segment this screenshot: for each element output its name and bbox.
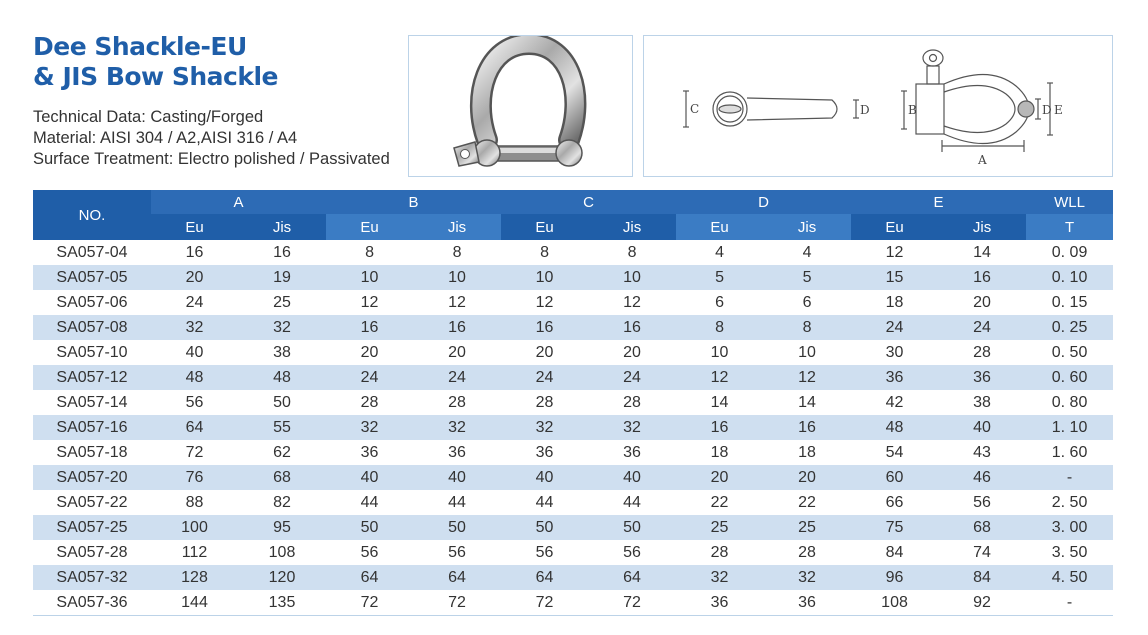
table-cell: 3. 50 (1026, 540, 1113, 565)
table-cell: 108 (238, 540, 326, 565)
table-cell: 36 (326, 440, 413, 465)
table-cell: 1. 60 (1026, 440, 1113, 465)
title-line-2: & JIS Bow Shackle (33, 62, 278, 91)
table-cell: 72 (588, 590, 676, 616)
table-cell: 56 (326, 540, 413, 565)
table-cell: 92 (938, 590, 1026, 616)
table-cell: 6 (763, 290, 851, 315)
table-cell: 40 (588, 465, 676, 490)
table-cell-part-number: SA057-06 (33, 290, 151, 315)
table-cell: 25 (763, 515, 851, 540)
table-cell: 4 (676, 240, 763, 265)
table-cell: 28 (588, 390, 676, 415)
table-cell: 16 (938, 265, 1026, 290)
table-cell: 32 (588, 415, 676, 440)
table-cell: 10 (501, 265, 588, 290)
table-cell: 82 (238, 490, 326, 515)
table-cell: 40 (326, 465, 413, 490)
table-cell: 24 (151, 290, 238, 315)
table-cell: 144 (151, 590, 238, 616)
table-cell: 20 (326, 340, 413, 365)
table-cell: 18 (851, 290, 938, 315)
technical-data-text: Technical Data: Casting/Forged (33, 108, 264, 126)
table-cell: 38 (938, 390, 1026, 415)
table-body (33, 240, 1113, 616)
shackle-dimension-drawing (644, 36, 1114, 178)
table-cell: 22 (676, 490, 763, 515)
table-cell: 84 (851, 540, 938, 565)
table-cell: 75 (851, 515, 938, 540)
table-cell: 40 (938, 415, 1026, 440)
table-cell: 36 (501, 440, 588, 465)
table-row (33, 515, 1113, 540)
table-cell: 50 (238, 390, 326, 415)
table-cell: 12 (676, 365, 763, 390)
table-cell: 16 (501, 315, 588, 340)
table-cell: 25 (676, 515, 763, 540)
material-text: Material: AISI 304 / A2,AISI 316 / A4 (33, 129, 298, 147)
table-cell: 6 (676, 290, 763, 315)
table-cell: 18 (676, 440, 763, 465)
table-cell-part-number: SA057-10 (33, 340, 151, 365)
table-cell: 72 (151, 440, 238, 465)
table-cell: 4 (763, 240, 851, 265)
spec-block (33, 107, 390, 170)
table-cell: 22 (763, 490, 851, 515)
table-cell: 36 (588, 440, 676, 465)
table-cell: 18 (763, 440, 851, 465)
table-cell: 12 (763, 365, 851, 390)
table-cell: - (1026, 465, 1113, 490)
table-cell: 32 (763, 565, 851, 590)
table-cell: 55 (238, 415, 326, 440)
table-cell: 32 (501, 415, 588, 440)
table-cell: 50 (326, 515, 413, 540)
table-row (33, 265, 1113, 290)
table-cell: 28 (938, 340, 1026, 365)
table-cell: 48 (151, 365, 238, 390)
table-cell: 20 (413, 340, 501, 365)
table-cell: 66 (851, 490, 938, 515)
page-title (33, 32, 278, 92)
table-cell-part-number: SA057-20 (33, 465, 151, 490)
table-cell: 0. 10 (1026, 265, 1113, 290)
table-row (33, 315, 1113, 340)
table-cell: 16 (588, 315, 676, 340)
table-cell: 10 (676, 340, 763, 365)
surface-treatment-text: Surface Treatment: Electro polished / Passivated (33, 150, 390, 168)
table-cell: 72 (326, 590, 413, 616)
table-cell: 128 (151, 565, 238, 590)
table-cell: 0. 15 (1026, 290, 1113, 315)
table-cell: 74 (938, 540, 1026, 565)
table-cell: 14 (938, 240, 1026, 265)
table-cell: 40 (501, 465, 588, 490)
header-wll: WLL (1026, 190, 1113, 214)
table-cell: 64 (501, 565, 588, 590)
table-cell: 44 (588, 490, 676, 515)
table-cell: 50 (413, 515, 501, 540)
table-cell: 120 (238, 565, 326, 590)
table-cell-part-number: SA057-16 (33, 415, 151, 440)
table-cell: 25 (238, 290, 326, 315)
table-cell: 32 (413, 415, 501, 440)
table-cell: 16 (763, 415, 851, 440)
table-cell: 24 (851, 315, 938, 340)
header-a-eu: Eu (151, 214, 238, 240)
table-row (33, 540, 1113, 565)
table-cell: 95 (238, 515, 326, 540)
technical-drawing (643, 35, 1113, 177)
table-cell: 64 (326, 565, 413, 590)
table-cell-part-number: SA057-12 (33, 365, 151, 390)
dim-label-b: B (908, 103, 917, 117)
dim-label-d-right: D (1042, 103, 1052, 117)
table-row (33, 465, 1113, 490)
table-cell: 30 (851, 340, 938, 365)
table-cell: 60 (851, 465, 938, 490)
table-cell: 48 (851, 415, 938, 440)
table-cell: 1. 10 (1026, 415, 1113, 440)
table-cell-part-number: SA057-08 (33, 315, 151, 340)
table-cell: 56 (588, 540, 676, 565)
header-d-eu: Eu (676, 214, 763, 240)
header-e-jis: Jis (938, 214, 1026, 240)
table-cell: 46 (938, 465, 1026, 490)
table-cell: 12 (588, 290, 676, 315)
table-cell: 8 (413, 240, 501, 265)
header-c-jis: Jis (588, 214, 676, 240)
table-cell: 14 (763, 390, 851, 415)
table-cell: 10 (413, 265, 501, 290)
table-cell: 44 (326, 490, 413, 515)
table-cell: 28 (326, 390, 413, 415)
table-cell: 16 (413, 315, 501, 340)
header-b-jis: Jis (413, 214, 501, 240)
table-cell: 56 (151, 390, 238, 415)
table-cell: 14 (676, 390, 763, 415)
title-line-1: Dee Shackle-EU (33, 32, 247, 61)
table-cell: 76 (151, 465, 238, 490)
table-cell-part-number: SA057-14 (33, 390, 151, 415)
table-cell: 72 (501, 590, 588, 616)
header-group-c: C (501, 190, 676, 214)
table-cell: 8 (588, 240, 676, 265)
table-cell: 54 (851, 440, 938, 465)
table-cell: 20 (676, 465, 763, 490)
table-cell: 50 (588, 515, 676, 540)
table-cell: 5 (676, 265, 763, 290)
table-cell: 40 (151, 340, 238, 365)
table-cell: 0. 60 (1026, 365, 1113, 390)
header-e-eu: Eu (851, 214, 938, 240)
table-row (33, 565, 1113, 590)
table-row (33, 490, 1113, 515)
header-row-groups (33, 190, 1113, 214)
table-cell: 96 (851, 565, 938, 590)
table-cell: 16 (326, 315, 413, 340)
table-row (33, 415, 1113, 440)
table-cell: 15 (851, 265, 938, 290)
table-cell: 68 (238, 465, 326, 490)
header-group-e: E (851, 190, 1026, 214)
table-cell: 16 (151, 240, 238, 265)
specification-table (33, 190, 1113, 616)
table-row (33, 290, 1113, 315)
table-cell-part-number: SA057-04 (33, 240, 151, 265)
dim-label-d-left: D (860, 103, 870, 117)
table-cell: 32 (151, 315, 238, 340)
header-no: NO. (33, 190, 151, 240)
header-a-jis: Jis (238, 214, 326, 240)
table-cell: 10 (763, 340, 851, 365)
header-group-d: D (676, 190, 851, 214)
table-cell: 36 (938, 365, 1026, 390)
table-cell: 16 (238, 240, 326, 265)
table-cell: - (1026, 590, 1113, 616)
table-cell: 36 (413, 440, 501, 465)
table-cell-part-number: SA057-28 (33, 540, 151, 565)
product-photo (408, 35, 633, 177)
header-wll-unit: T (1026, 214, 1113, 240)
table-cell: 20 (588, 340, 676, 365)
table-cell: 12 (851, 240, 938, 265)
table-cell: 24 (938, 315, 1026, 340)
table-cell: 32 (676, 565, 763, 590)
table-cell: 28 (413, 390, 501, 415)
table-cell: 36 (676, 590, 763, 616)
table-cell: 0. 09 (1026, 240, 1113, 265)
table-row (33, 390, 1113, 415)
table-cell: 20 (501, 340, 588, 365)
table-cell: 36 (851, 365, 938, 390)
table-row (33, 240, 1113, 265)
table-cell: 64 (588, 565, 676, 590)
header-group-a: A (151, 190, 326, 214)
table-cell: 24 (588, 365, 676, 390)
table-cell: 8 (676, 315, 763, 340)
table-cell: 28 (763, 540, 851, 565)
table-row (33, 590, 1113, 616)
table-cell-part-number: SA057-25 (33, 515, 151, 540)
table-row (33, 365, 1113, 390)
table-cell: 32 (326, 415, 413, 440)
table-cell: 2. 50 (1026, 490, 1113, 515)
table-cell: 108 (851, 590, 938, 616)
table-cell: 0. 80 (1026, 390, 1113, 415)
table-cell: 20 (938, 290, 1026, 315)
table-cell: 112 (151, 540, 238, 565)
table-cell: 36 (763, 590, 851, 616)
table-row (33, 440, 1113, 465)
table-cell-part-number: SA057-05 (33, 265, 151, 290)
table-cell: 50 (501, 515, 588, 540)
table-cell: 64 (413, 565, 501, 590)
table-cell: 56 (501, 540, 588, 565)
table-cell: 32 (238, 315, 326, 340)
table-cell: 48 (238, 365, 326, 390)
table-cell-part-number: SA057-36 (33, 590, 151, 616)
table-cell: 56 (413, 540, 501, 565)
table-cell: 12 (326, 290, 413, 315)
table-cell-part-number: SA057-32 (33, 565, 151, 590)
table-cell: 88 (151, 490, 238, 515)
table-cell: 40 (413, 465, 501, 490)
table-cell: 62 (238, 440, 326, 465)
header-group-b: B (326, 190, 501, 214)
table-cell: 5 (763, 265, 851, 290)
table-cell: 68 (938, 515, 1026, 540)
table-cell: 38 (238, 340, 326, 365)
table-cell: 72 (413, 590, 501, 616)
table-cell: 100 (151, 515, 238, 540)
table-cell: 10 (326, 265, 413, 290)
table-cell: 84 (938, 565, 1026, 590)
table-row (33, 340, 1113, 365)
dim-label-c: C (690, 102, 700, 116)
table-cell: 64 (151, 415, 238, 440)
table-cell: 4. 50 (1026, 565, 1113, 590)
header-c-eu: Eu (501, 214, 588, 240)
table-cell-part-number: SA057-18 (33, 440, 151, 465)
table-cell: 28 (501, 390, 588, 415)
table-cell: 0. 50 (1026, 340, 1113, 365)
table-cell: 8 (326, 240, 413, 265)
header-d-jis: Jis (763, 214, 851, 240)
dim-label-e: E (1054, 103, 1063, 117)
table-cell: 8 (763, 315, 851, 340)
dim-label-a: A (978, 153, 987, 167)
table-cell: 12 (413, 290, 501, 315)
header-b-eu: Eu (326, 214, 413, 240)
table-cell: 24 (326, 365, 413, 390)
table-cell: 42 (851, 390, 938, 415)
table-cell: 12 (501, 290, 588, 315)
bow-shackle-photo (409, 36, 634, 178)
table-cell: 16 (676, 415, 763, 440)
table-cell-part-number: SA057-22 (33, 490, 151, 515)
table-cell: 19 (238, 265, 326, 290)
table-cell: 44 (413, 490, 501, 515)
table-cell: 135 (238, 590, 326, 616)
table-cell: 28 (676, 540, 763, 565)
table-cell: 44 (501, 490, 588, 515)
table-cell: 3. 00 (1026, 515, 1113, 540)
table-cell: 24 (501, 365, 588, 390)
table-cell: 0. 25 (1026, 315, 1113, 340)
table-cell: 24 (413, 365, 501, 390)
table-cell: 8 (501, 240, 588, 265)
table-cell: 20 (151, 265, 238, 290)
header-row-sub (33, 214, 1113, 240)
table-cell: 20 (763, 465, 851, 490)
table-cell: 10 (588, 265, 676, 290)
table-cell: 56 (938, 490, 1026, 515)
table-cell: 43 (938, 440, 1026, 465)
